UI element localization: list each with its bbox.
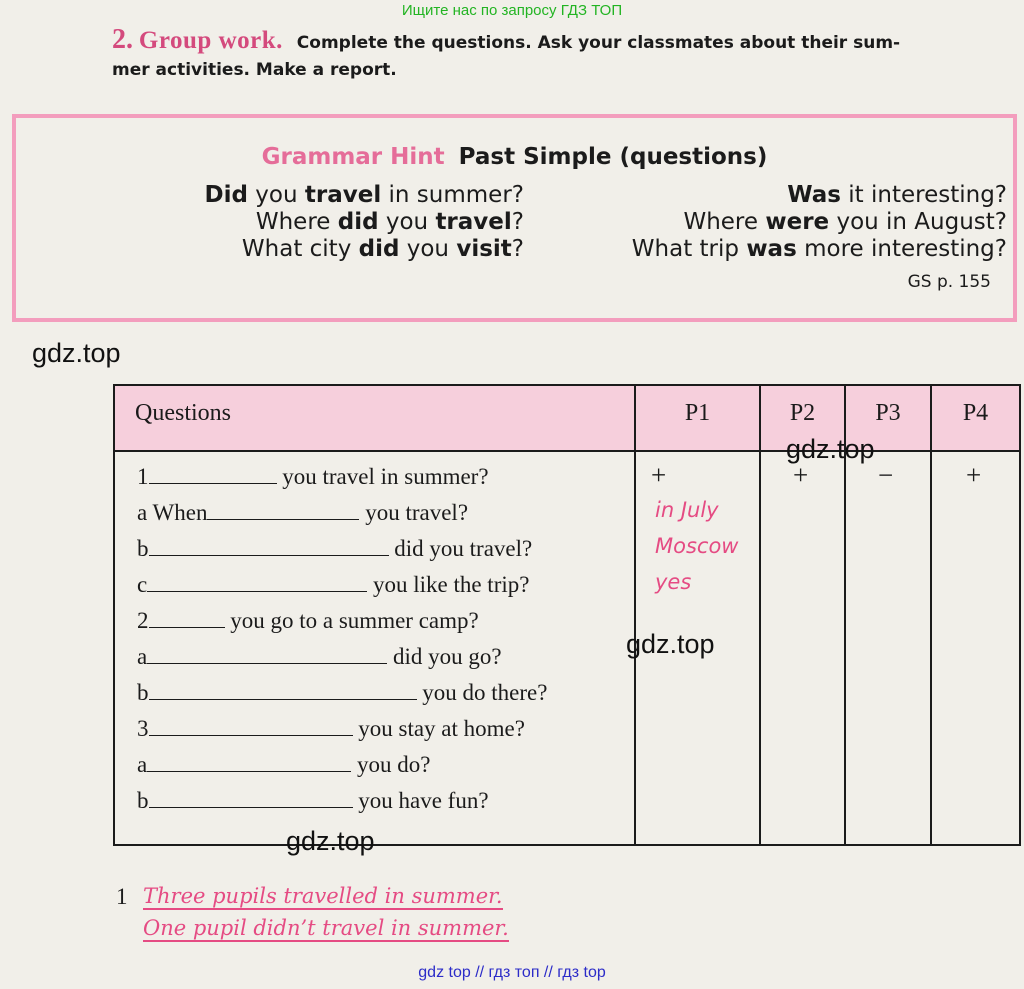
watermark: gdz.top (786, 434, 875, 464)
table-row: a you do? (137, 752, 431, 777)
watermark: gdz.top (32, 338, 121, 368)
answer-blank[interactable] (147, 573, 367, 592)
grammar-example: Did you travel in summer? (204, 182, 524, 208)
grammar-example: Where were you in August? (683, 209, 1007, 235)
mark-p1: + (651, 460, 667, 490)
p1-answer: in July (655, 498, 719, 522)
table-row: b did you travel? (137, 536, 533, 561)
top-link[interactable]: Ищите нас по запросу ГДЗ ТОП (401, 2, 623, 19)
table-row: c you like the trip? (137, 572, 530, 597)
header-p2: P2 (789, 400, 816, 426)
answer-blank[interactable] (207, 501, 359, 520)
answer-blank[interactable] (149, 537, 389, 556)
mark-p2: + (793, 460, 809, 490)
answer-blank[interactable] (149, 681, 417, 700)
table-row: 1 you travel in summer? (137, 464, 489, 489)
column-divider (759, 386, 761, 844)
grammar-example: What trip was more interesting? (631, 236, 1007, 262)
exercise-number: 2. (112, 24, 133, 55)
table-row: 2 you go to a summer camp? (137, 608, 479, 633)
answer-blank[interactable] (147, 645, 387, 664)
mark-p3: − (878, 460, 894, 490)
grammar-reference: GS p. 155 (907, 272, 991, 292)
header-p3: P3 (875, 400, 901, 426)
header-p1: P1 (684, 400, 711, 426)
grammar-examples-left (24, 182, 524, 263)
header-questions: Questions (135, 400, 231, 426)
bottom-link[interactable]: gdz top // гдз топ // гдз top (418, 964, 606, 981)
table-row: a When you travel? (137, 500, 469, 525)
table-row: b you have fun? (137, 788, 489, 813)
answer-blank[interactable] (149, 789, 353, 808)
exercise-instruction: Complete the questions. Ask your classmates about their sum- (296, 33, 901, 53)
grammar-example: Where did you travel? (255, 209, 524, 235)
p1-answer: yes (655, 570, 692, 594)
exercise-header (112, 26, 1012, 84)
column-divider (930, 386, 932, 844)
report-line: One pupil didn’t travel in summer. (143, 916, 509, 940)
answer-blank[interactable] (149, 609, 225, 628)
watermark: gdz.top (286, 826, 375, 856)
exercise-instruction-cont: mer activities. Make a report. (112, 60, 397, 80)
mark-p4: + (966, 460, 982, 490)
answer-blank[interactable] (147, 753, 351, 772)
survey-table (113, 384, 1021, 846)
table-row: b you do there? (137, 680, 548, 705)
header-p4: P4 (962, 400, 989, 426)
table-row: a did you go? (137, 644, 502, 669)
grammar-hint-box (12, 114, 1017, 322)
column-divider (634, 386, 636, 844)
grammar-hint-heading (16, 144, 1013, 170)
grammar-example: What city did you visit? (241, 236, 524, 262)
grammar-hint-title: Past Simple (questions) (458, 144, 768, 170)
p1-answer: Moscow (655, 534, 739, 558)
table-row: 3 you stay at home? (137, 716, 525, 741)
grammar-hint-label: Grammar Hint (261, 144, 445, 170)
report-line: Three pupils travelled in summer. (143, 884, 503, 908)
exercise-title: Group work. (138, 27, 283, 54)
grammar-examples-right (524, 182, 1007, 263)
answer-blank[interactable] (149, 465, 277, 484)
report-number: 1 (116, 884, 128, 909)
answer-blank[interactable] (149, 717, 353, 736)
grammar-example: Was it interesting? (787, 182, 1007, 208)
watermark: gdz.top (626, 629, 715, 659)
